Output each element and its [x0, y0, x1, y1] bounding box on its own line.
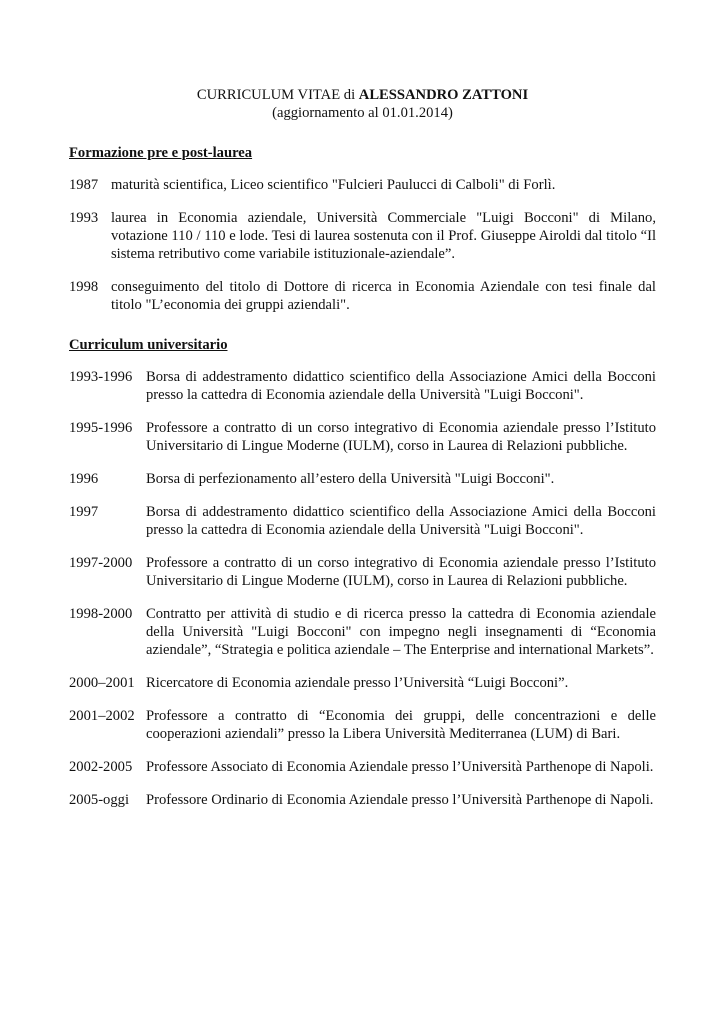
entry-text: maturità scientifica, Liceo scientifico "Fulcieri Paulucci di Calboli" di Forlì. [111, 177, 556, 193]
entry-year: 1995-1996 [69, 420, 133, 436]
document-subtitle: (aggiornamento al 01.01.2014) [272, 105, 453, 121]
education-entry [69, 176, 656, 194]
entry-text: Borsa di addestramento didattico scientifico della Associazione Amici della Bocconi presso la cattedra di Economia aziendale della Università "Luigi Bocconi". [146, 504, 656, 538]
entry-year: 1996 [69, 471, 99, 487]
title-name: ALESSANDRO ZATTONI [358, 87, 529, 103]
university-entry [69, 368, 656, 404]
entry-text: laurea in Economia aziendale, Università Commerciale "Luigi Bocconi" di Milano, votazione 110 / 110 e lode. Tesi di laurea sostenuta con il Prof. Giuseppe Airoldi dal titolo “Il sistema retributivo come variabile istituzionale-aziendale”. [111, 210, 656, 262]
university-entry [69, 605, 656, 659]
entry-year: 1987 [69, 177, 99, 193]
entry-text: conseguimento del titolo di Dottore di ricerca in Economia Aziendale con tesi finale dal titolo "L’economia dei gruppi aziendali". [111, 279, 656, 313]
entry-text: Professore a contratto di un corso integrativo di Economia aziendale presso l’Istituto Universitario di Lingue Moderne (IULM), corso in Laurea di Relazioni pubbliche. [146, 420, 656, 454]
education-entry [69, 209, 656, 263]
entry-text: Contratto per attività di studio e di ricerca presso la cattedra di Economia aziendale della Università "Luigi Bocconi" con impegno negli insegnamenti di “Economia aziendale”, “Strategia e politica aziendale – The Enterprise and international Markets”. [146, 606, 656, 658]
entry-text: Professore a contratto di un corso integrativo di Economia aziendale presso l’Istituto Universitario di Lingue Moderne (IULM), corso in Laurea di Relazioni pubbliche. [146, 555, 656, 589]
education-entry [69, 278, 656, 314]
document-page [69, 86, 656, 809]
university-heading: Curriculum universitario [69, 337, 228, 353]
document-header [69, 86, 656, 122]
entry-text: Ricercatore di Economia aziendale presso l’Università “Luigi Bocconi”. [146, 675, 569, 691]
entry-year: 2000–2001 [69, 675, 135, 691]
entry-year: 1998-2000 [69, 606, 133, 622]
university-entry [69, 674, 656, 692]
entry-text: Borsa di addestramento didattico scientifico della Associazione Amici della Bocconi presso la cattedra di Economia aziendale della Università "Luigi Bocconi". [146, 369, 656, 403]
entry-year: 2001–2002 [69, 708, 135, 724]
university-entry [69, 554, 656, 590]
title-prefix: CURRICULUM VITAE di [196, 87, 359, 103]
entry-year: 2005-oggi [69, 792, 129, 808]
entry-text: Professore a contratto di “Economia dei gruppi, delle concentrazioni e delle cooperazioni aziendali” presso la Libera Università Mediterranea (LUM) di Bari. [146, 708, 656, 742]
university-entry [69, 707, 656, 743]
entry-year: 1993 [69, 210, 99, 226]
entry-text: Professore Associato di Economia Aziendale presso l’Università Parthenope di Napoli. [146, 759, 654, 775]
university-entry [69, 419, 656, 455]
university-entry [69, 791, 656, 809]
university-entry [69, 470, 656, 488]
entry-text: Professore Ordinario di Economia Aziendale presso l’Università Parthenope di Napoli. [146, 792, 654, 808]
education-heading: Formazione pre e post-laurea [69, 145, 253, 161]
entry-year: 2002-2005 [69, 759, 133, 775]
entry-year: 1998 [69, 279, 99, 295]
entry-year: 1993-1996 [69, 369, 133, 385]
university-entry [69, 503, 656, 539]
entry-year: 1997-2000 [69, 555, 133, 571]
document-title [69, 86, 656, 104]
university-entry [69, 758, 656, 776]
entry-text: Borsa di perfezionamento all’estero della Università "Luigi Bocconi". [146, 471, 555, 487]
entry-year: 1997 [69, 504, 99, 520]
